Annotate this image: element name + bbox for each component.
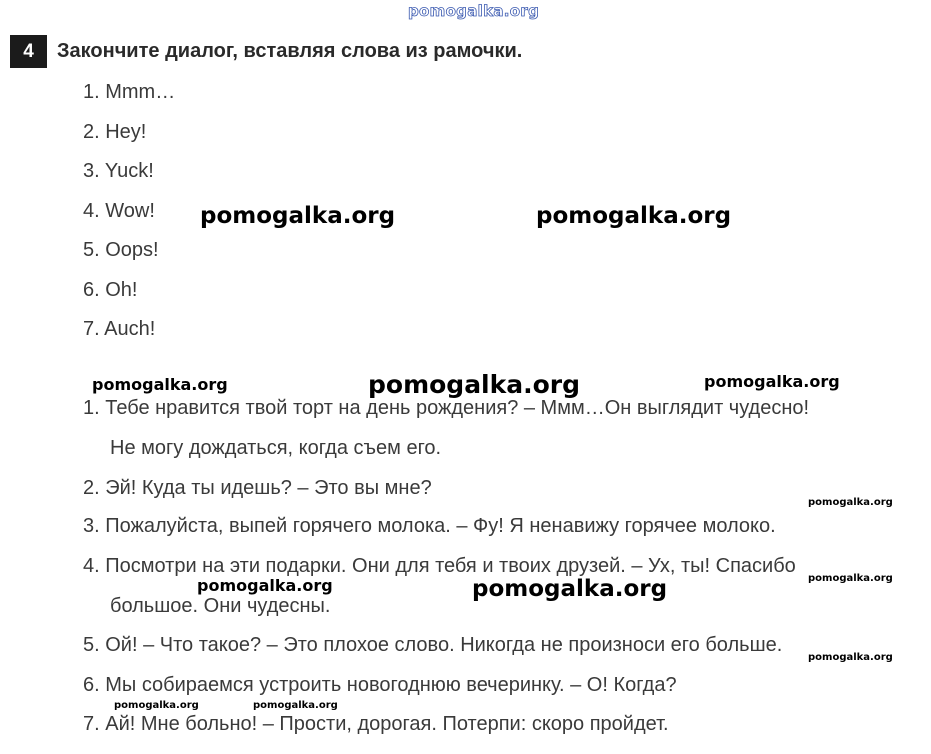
- watermark: pomogalka.org: [253, 700, 338, 711]
- answer-line: 1. Тебе нравится твой торт на день рождения? – Ммм…Он выглядит чудесно!: [83, 397, 810, 419]
- answer-line: Не могу дождаться, когда съем его.: [110, 437, 442, 459]
- watermark: pomogalka.org: [704, 372, 840, 391]
- exercise-title: Закончите диалог, вставляя слова из рамочки.: [57, 40, 523, 62]
- watermark: pomogalka.org: [536, 203, 732, 229]
- list-item: 3. Yuck!: [83, 160, 154, 182]
- watermark: pomogalka.org: [92, 375, 228, 394]
- watermark: pomogalka.org: [200, 203, 396, 229]
- watermark: pomogalka.org: [808, 652, 893, 663]
- watermark: pomogalka.org: [472, 576, 668, 602]
- watermark: pomogalka.org: [808, 573, 893, 584]
- watermark: pomogalka.org: [197, 576, 333, 595]
- answer-line: 4. Посмотри на эти подарки. Они для тебя и твоих друзей. – Ух, ты! Спасибо: [83, 555, 796, 577]
- exercise-number-badge: 4: [10, 35, 47, 68]
- list-item: 7. Auch!: [83, 318, 156, 340]
- answer-line: 7. Ай! Мне больно! – Прости, дорогая. Потерпи: скоро пройдет.: [83, 713, 669, 735]
- watermark: pomogalka.org: [808, 497, 893, 508]
- answer-line: 2. Эй! Куда ты идешь? – Это вы мне?: [83, 477, 432, 499]
- list-item: 1. Mmm…: [83, 81, 176, 103]
- answer-line: 3. Пожалуйста, выпей горячего молока. – Фу! Я ненавижу горячее молоко.: [83, 515, 776, 537]
- list-item: 5. Oops!: [83, 239, 159, 261]
- list-item: 2. Hey!: [83, 121, 147, 143]
- watermark: pomogalka.org: [114, 700, 199, 711]
- answer-line: 6. Мы собираемся устроить новогоднюю вечеринку. – О! Когда?: [83, 674, 677, 696]
- list-item: 6. Oh!: [83, 279, 138, 301]
- watermark-top: pomogalka.org: [408, 2, 540, 20]
- list-item: 4. Wow!: [83, 200, 155, 222]
- answer-line: 5. Ой! – Что такое? – Это плохое слово. Никогда не произноси его больше.: [83, 634, 783, 656]
- answer-line: большое. Они чудесны.: [110, 595, 331, 617]
- watermark: pomogalka.org: [368, 370, 581, 399]
